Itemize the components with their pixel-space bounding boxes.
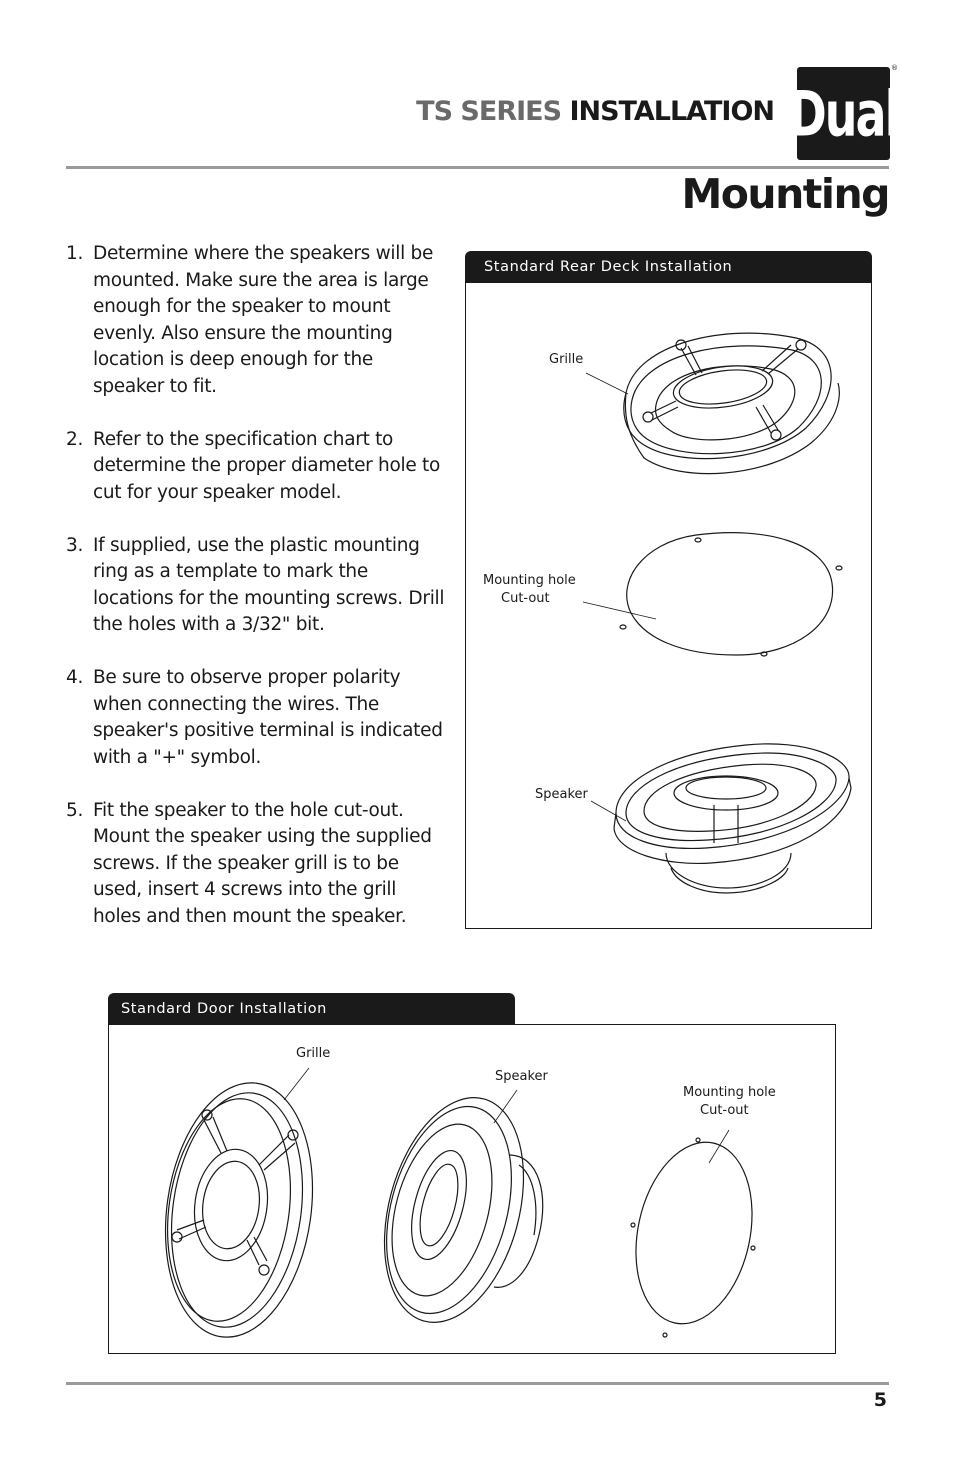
section-title: Mounting [681,170,889,218]
rear-grille-illustration [624,333,839,473]
brand-logo [788,67,899,160]
step-text: Fit the speaker to the hole cut-out. Mount the speaker using the supplied screws. If the speaker grill is to be used, insert 4 screws into the grill holes and then mount the speaker. [93,799,432,927]
rear-deck-panel-title: Standard Rear Deck Installation [465,251,872,282]
header-installation: INSTALLATION [569,96,774,127]
step-number: 5. [66,799,84,821]
step-text: If supplied, use the plastic mounting ring as a template to mark the locations for the mounting screws. Drill the holes with a 3/32" bit. [93,534,445,635]
bottom-divider [66,1382,889,1385]
logo-text: Dual [788,77,899,150]
rear-mounting-hole-label: Mounting hole [483,573,576,588]
rear-speaker-illustration [614,744,851,893]
step-item [66,798,446,931]
step-item [66,665,446,771]
door-diagram [109,1025,837,1355]
door-speaker-label: Speaker [495,1069,548,1084]
step-item [66,427,446,507]
door-cutout-illustration [620,1131,768,1337]
header-title [416,96,774,127]
step-item [66,241,446,400]
door-panel [108,1024,836,1354]
door-mounting-hole-label: Mounting hole [683,1085,776,1100]
step-item [66,533,446,639]
step-number: 3. [66,534,84,556]
rear-cutout-label: Cut-out [501,591,550,606]
rear-speaker-label: Speaker [535,787,588,802]
rear-deck-panel [465,282,872,929]
top-divider [66,166,889,169]
door-speaker-illustration [361,1082,546,1338]
door-grille-label: Grille [296,1046,331,1061]
rear-cutout-illustration [620,533,842,656]
rear-grille-label: Grille [549,352,584,367]
door-cutout-label: Cut-out [700,1103,749,1118]
instruction-steps [66,241,446,957]
page-number: 5 [873,1389,887,1411]
step-text: Determine where the speakers will be mounted. Make sure the area is large enough for the speaker to mount evenly. Also ensure the mounting location is deep enough for the speaker to fit. [93,243,434,397]
door-grille-illustration [150,1073,328,1347]
header-series: TS SERIES [416,96,562,127]
step-number: 1. [66,243,84,264]
step-number: 2. [66,428,84,450]
step-text: Be sure to observe proper polarity when connecting the wires. The speaker's positive terminal is indicated with a "+" symbol. [93,667,443,768]
door-panel-title: Standard Door Installation [108,993,515,1025]
step-number: 4. [66,667,84,688]
step-text: Refer to the specification chart to determine the proper diameter hole to cut for your speaker model. [93,428,440,503]
registered-mark: ® [891,64,898,72]
